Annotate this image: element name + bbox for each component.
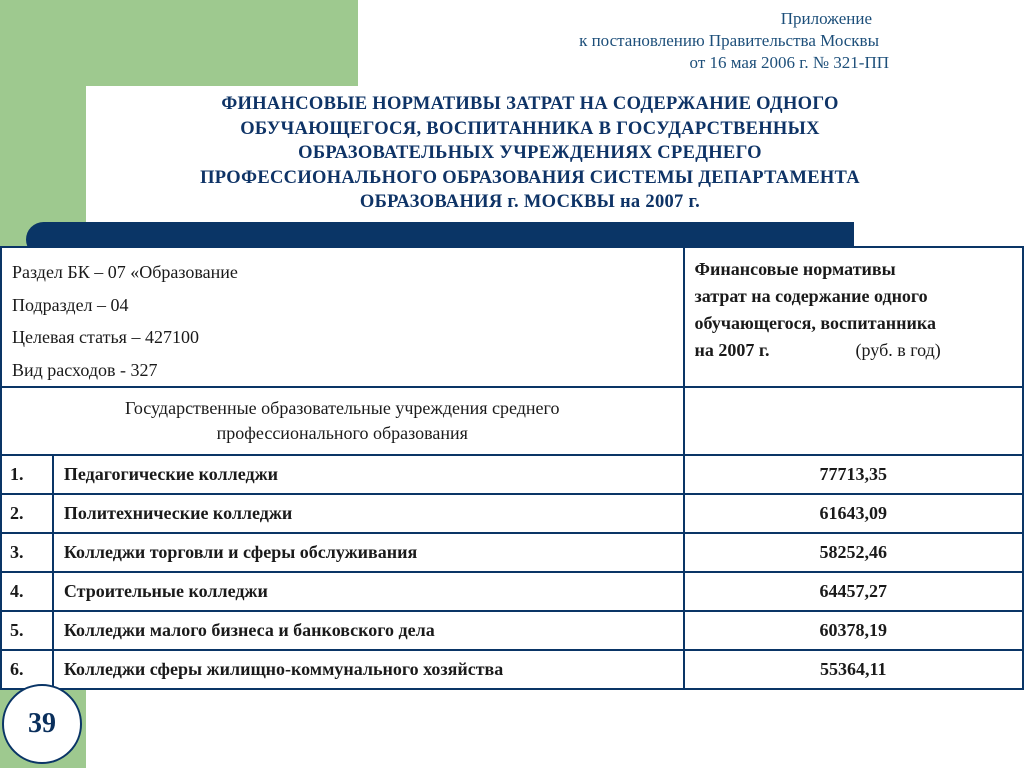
cost-value: 55364,11 (684, 650, 1023, 689)
header-line (695, 337, 1012, 364)
budget-expense-type: Вид расходов - 327 (12, 359, 158, 380)
college-type: Строительные колледжи (53, 572, 684, 611)
appendix-line-1: Приложение (780, 9, 872, 28)
header-year: на 2007 г. (694, 340, 770, 360)
appendix-line-2: к постановлению Правительства Москвы (579, 31, 879, 50)
budget-classification-cell (1, 247, 684, 387)
college-type: Колледжи сферы жилищно-коммунального хозяйства (53, 650, 684, 689)
value-column-header (684, 247, 1023, 387)
table-row (1, 650, 1023, 689)
header-line: затрат на содержание одного (694, 286, 928, 306)
title-line: ОБРАЗОВАТЕЛЬНЫХ УЧРЕЖДЕНИЯХ СРЕДНЕГО (298, 143, 762, 163)
table-row (1, 533, 1023, 572)
title-line: ОБУЧАЮЩЕГОСЯ, ВОСПИТАННИКА В ГОСУДАРСТВЕННЫХ (240, 118, 820, 139)
table-row (1, 494, 1023, 533)
section-row (1, 387, 1023, 455)
college-type: Педагогические колледжи (53, 455, 684, 494)
green-top-panel (0, 0, 358, 86)
table-row (1, 611, 1023, 650)
row-number: 1. (1, 455, 53, 494)
cost-value: 58252,46 (684, 533, 1023, 572)
appendix-line-3: от 16 мая 2006 г. № 321-ПП (689, 53, 889, 72)
table-row (1, 455, 1023, 494)
section-title-line: профессионального образования (216, 423, 468, 443)
row-number: 4. (1, 572, 53, 611)
section-title-line: Государственные образовательные учреждения среднего (125, 398, 560, 418)
title-line: ФИНАНСОВЫЕ НОРМАТИВЫ ЗАТРАТ НА СОДЕРЖАНИЕ ОДНОГО (221, 94, 839, 114)
row-number: 5. (1, 611, 53, 650)
header-line: Финансовые нормативы (694, 259, 896, 279)
college-type: Колледжи малого бизнеса и банковского дела (53, 611, 684, 650)
budget-target-article: Целевая статья – 427100 (12, 327, 199, 347)
title-line: ПРОФЕССИОНАЛЬНОГО ОБРАЗОВАНИЯ СИСТЕМЫ ДЕПАРТАМЕНТА (200, 167, 860, 188)
row-number: 6. (1, 650, 53, 689)
title-line: ОБРАЗОВАНИЯ г. МОСКВЫ на 2007 г. (359, 192, 701, 212)
section-empty-cell (684, 387, 1023, 455)
cost-value: 61643,09 (684, 494, 1023, 533)
college-type: Политехнические колледжи (53, 494, 684, 533)
cost-value: 60378,19 (684, 611, 1023, 650)
row-number: 3. (1, 533, 53, 572)
cost-value: 64457,27 (684, 572, 1023, 611)
budget-subsection: Подраздел – 04 (12, 294, 129, 315)
college-type: Колледжи торговли и сферы обслуживания (53, 533, 684, 572)
document-title (100, 92, 960, 215)
budget-section: Раздел БК – 07 «Образование (12, 262, 238, 282)
page-number: 39 (2, 684, 82, 764)
row-number: 2. (1, 494, 53, 533)
cost-value: 77713,35 (684, 455, 1023, 494)
table-header-row (1, 247, 1023, 387)
unit-label: (руб. в год) (855, 340, 941, 360)
header-line: обучающегося, воспитанника (694, 313, 936, 333)
section-title-cell (1, 387, 684, 455)
standards-table (0, 246, 1024, 690)
table-row (1, 572, 1023, 611)
